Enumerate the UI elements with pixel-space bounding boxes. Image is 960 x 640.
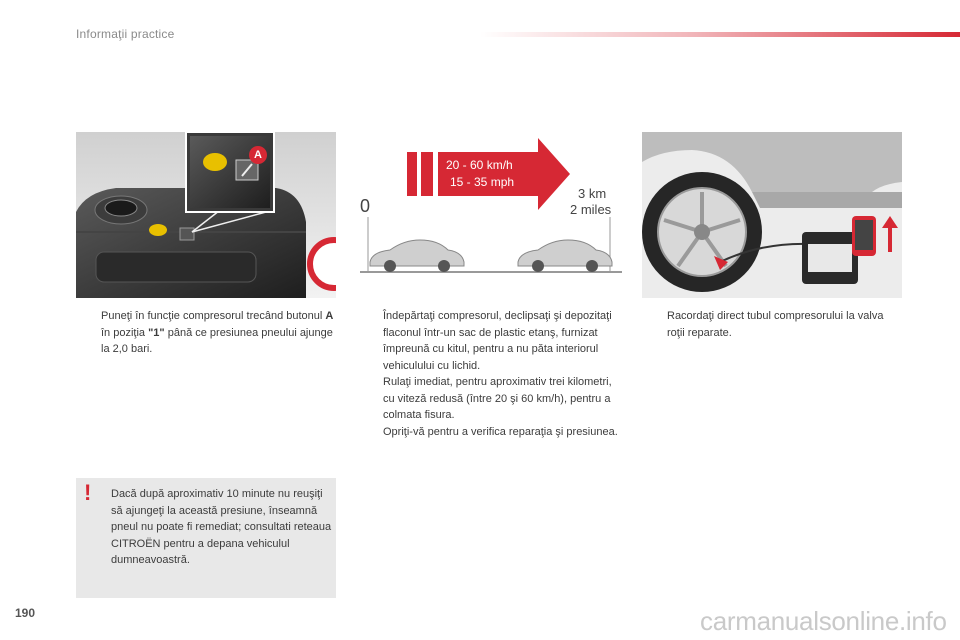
- callout-a-badge: [249, 146, 267, 164]
- distance-miles-label: 2 miles: [570, 202, 612, 217]
- right-instruction-text: Racordaţi direct tubul compresorului la valva roţii reparate.: [667, 310, 884, 339]
- callout-a-letter: A: [254, 149, 262, 161]
- middle-instruction-text: Îndepărtaţi compresorul, declipsaţi şi depozitaţi flaconul într-un sac de plastic etanş, furnizat împreună cu kitul, pentru a nu păta interiorul vehiculului cu lichid.: [383, 310, 612, 372]
- middle-instruction-item: [358, 308, 620, 374]
- car-start-icon: [370, 240, 464, 272]
- middle-instruction-item: [358, 374, 620, 424]
- distance-km-label: 3 km: [578, 186, 607, 201]
- warning-text: Dacă după aproximativ 10 minute nu reuşiţi să ajungeţi la această presiune, înseamnă pneul nu poate fi remediat; consultati reteaua CITROËN pentru a depana vehiculul dumneavoastră.: [111, 488, 332, 566]
- watermark: carmanualsonline.info: [700, 606, 947, 636]
- speed-kmh-label: 20 - 60 km/h: [446, 158, 513, 172]
- header-accent-bar: [480, 32, 960, 37]
- right-instructions: [642, 308, 904, 341]
- middle-instruction-text: Rulaţi imediat, pentru aproximativ trei kilometri, cu viteză redusă (între 20 şi 60 km/h), pentru a colmata fisura.: [383, 376, 612, 421]
- left-instruction-text: Puneţi în funcţie compresorul trecând butonul A în poziţia "1" până ce presiunea pneului ajunge la 2,0 bari.: [101, 310, 334, 355]
- page-header-title: Informaţii practice: [76, 27, 175, 41]
- car-end-icon: [518, 240, 612, 272]
- speed-distance-illustration: [360, 132, 622, 302]
- page-number: 190: [15, 606, 36, 620]
- middle-instructions: [358, 308, 620, 440]
- start-zero-label: 0: [360, 196, 371, 216]
- exclamation-icon: !: [84, 480, 92, 505]
- speed-mph-label: 15 - 35 mph: [450, 175, 515, 189]
- button-a-ref: A: [325, 310, 334, 322]
- position-1-ref: "1": [148, 326, 165, 339]
- middle-instruction-text: Opriţi-vă pentru a verifica reparaţia şi presiunea.: [383, 425, 618, 438]
- left-instructions: [76, 308, 338, 358]
- middle-instruction-item: [358, 424, 620, 441]
- wheel-connection-illustration: [642, 132, 902, 298]
- right-instruction-item: [642, 308, 904, 341]
- left-instruction-item: [76, 308, 338, 358]
- compressor-illustration: [76, 132, 336, 298]
